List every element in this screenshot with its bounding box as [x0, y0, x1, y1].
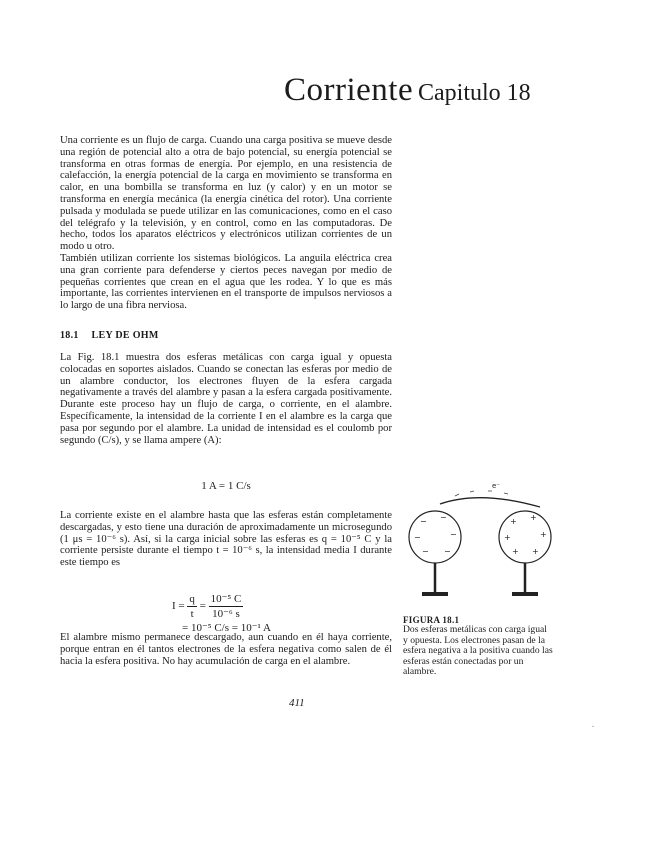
page-number: 411	[289, 697, 305, 709]
section-title: LEY DE OHM	[91, 330, 159, 341]
fraction-q-t	[187, 592, 197, 621]
spheres-illustration	[400, 482, 560, 607]
fraction-t: t	[190, 608, 194, 620]
svg-text:+: +	[540, 530, 547, 539]
intro-paragraph: Una corriente es un flujo de carga. Cuando una carga positiva se mueve desde una región de potencial alto a otra de bajo potencial, su energía potencial se transforma en otras formas de energía. Por ejemplo, en una resistencia de calefacción, la energía potencial de la carga en movimiento se transforma en calor, en una bombilla se transforma en luz (y calor) y en un motor se transforma en energía mecánica (la energía cinética del rotor). Una corriente pulsada y modulada se puede utilizar en las comunicaciones, como en el caso del telégrafo y la televisión, y en control, como en las computadoras. De hecho, todos los aparatos eléctricos y electrónicos utilizan corrientes de un modo u otro.	[60, 135, 392, 253]
svg-text:−: −	[444, 547, 451, 556]
figure-18-1	[400, 482, 560, 612]
svg-text:−: −	[414, 533, 421, 542]
equation-lhs: I =	[172, 600, 185, 613]
svg-text:+: +	[504, 533, 511, 542]
biology-paragraph: También utilizan corriente los sistemas biológicos. La anguila eléctrica crea una gran corriente para defenderse y ciertos peces navegan por medio de pequeñas corrientes que crean en el agua que les rodea. Y lo que es más importante, las corrientes intervienen en el transporte de impulsos nerviosos a lo largo de una fibra nerviosa.	[60, 253, 392, 312]
fraction-denominator: 10⁻⁶ s	[212, 608, 240, 620]
svg-text:−: −	[422, 547, 429, 556]
duration-paragraph: La corriente existe en el alambre hasta que las esferas están completamente descargadas, y esto tiene una duración de aproximadamente un microsegundo (1 μs = 10⁻⁶ s). Así, si la carga inicial sobre las esferas es q = 10⁻⁵ C y la corriente persiste durante el tiempo t = 10⁻⁶ s, la intensidad media I durante este tiempo es	[60, 510, 392, 569]
equation-line-2: = 10⁻⁵ C/s = 10⁻¹ A	[182, 622, 271, 634]
svg-text:+: +	[530, 513, 537, 522]
chapter-title: Corriente	[284, 72, 414, 108]
ampere-definition: 1 A = 1 C/s	[201, 480, 251, 492]
svg-text:+: +	[532, 547, 539, 556]
equation-line-1	[172, 592, 271, 621]
wire-paragraph: El alambre mismo permanece descargado, aun cuando en él haya corriente, porque entran en él tantos electrones de la esfera negativa como salen de él hacia la esfera positiva. No hay acumulación de carga en el alambre.	[60, 632, 392, 667]
section-heading	[60, 330, 169, 341]
current-equation	[172, 592, 271, 635]
svg-text:+: +	[512, 547, 519, 556]
electron-label: e⁻	[492, 482, 501, 490]
margin-mark: .	[592, 720, 594, 729]
fraction-q: q	[189, 593, 195, 605]
svg-text:−: −	[420, 517, 427, 526]
fraction-values	[209, 592, 244, 621]
right-base	[512, 592, 538, 596]
figure-caption: Dos esferas metálicas con carga igual y opuesta. Los electrones pasan de la esfera negativa a la positiva cuando las esferas están conectadas por un alambre.	[403, 624, 553, 678]
positive-charges	[504, 513, 547, 556]
equals-sign: =	[199, 600, 206, 613]
left-base	[422, 592, 448, 596]
svg-text:−: −	[440, 513, 447, 522]
ohm-paragraph: La Fig. 18.1 muestra dos esferas metálicas con carga igual y opuesta colocadas en soportes aislados. Cuando se conectan las esferas por medio de un alambre conductor, los electrones fluyen de la esfera cargada negativamente a través del alambre y pasan a la esfera cargada positivamente. Durante este proceso hay un flujo de carga, o corriente, en el alambre. Específicamente, la intensidad de la corriente I en el alambre es la carga que pasa por segundo por el alambre. La unidad de intensidad es el coulomb por segundo (C/s), y se llama ampere (A):	[60, 352, 392, 446]
chapter-number: Capitulo 18	[418, 80, 531, 106]
fraction-numerator: 10⁻⁵ C	[210, 593, 242, 605]
svg-text:+: +	[510, 517, 517, 526]
section-number: 18.1	[60, 330, 79, 341]
svg-text:−: −	[450, 530, 457, 539]
connecting-wire	[440, 498, 540, 507]
figure-label: FIGURA 18.1	[403, 615, 460, 625]
electron-flow-marks	[455, 491, 508, 496]
negative-charges	[414, 513, 457, 556]
